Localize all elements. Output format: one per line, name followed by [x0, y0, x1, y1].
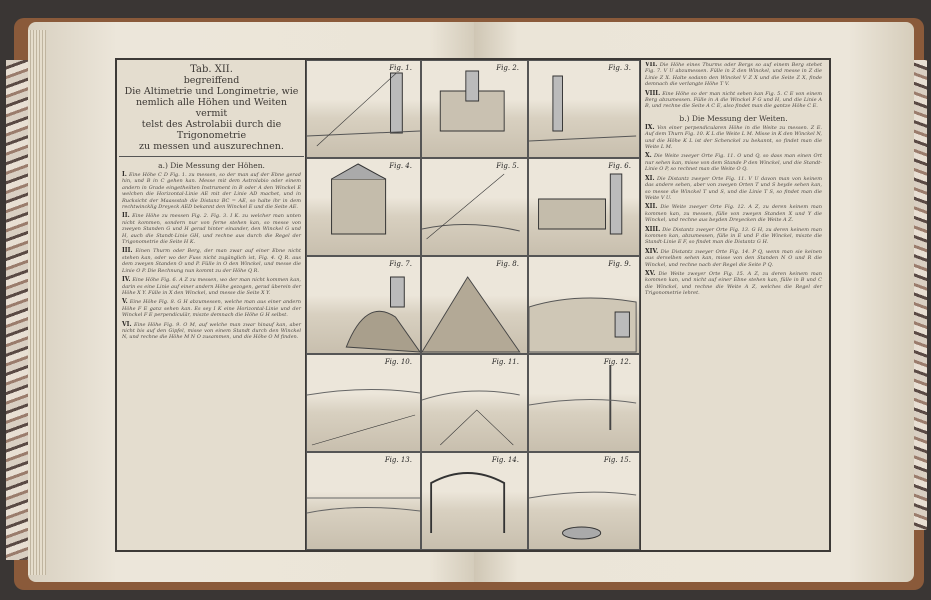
figure-label: Fig. 2. — [496, 64, 519, 72]
figure-label: Fig. 6. — [608, 162, 631, 170]
plate-title — [119, 62, 304, 157]
paragraph-number: VIII. — [645, 89, 661, 97]
paragraph-number: IX. — [645, 123, 655, 131]
title-line: zu messen und auszurechnen. — [139, 141, 284, 152]
engraving-illustration — [422, 159, 527, 255]
paragraph-number: XIV. — [645, 247, 659, 255]
engraving-illustration — [422, 453, 527, 549]
figure-label: Fig. 8. — [496, 260, 519, 268]
paragraph-number: VI. — [122, 320, 132, 328]
figure-12 — [528, 354, 640, 452]
marbled-endpaper-left — [6, 60, 28, 560]
engraving-illustration — [422, 257, 527, 353]
engraving-illustration — [307, 355, 420, 451]
figure-3 — [528, 60, 640, 158]
figure-14 — [421, 452, 528, 550]
title-line: begreiffend — [183, 75, 240, 86]
paragraph-number: X. — [645, 152, 652, 160]
page-edges — [28, 30, 46, 575]
paragraph-number: V. — [122, 298, 128, 306]
paragraph-number: XII. — [645, 203, 658, 211]
right-text-column — [642, 62, 825, 548]
paragraph-number: IV. — [122, 276, 131, 284]
figure-label: Fig. 15. — [603, 456, 631, 464]
paragraph — [645, 271, 822, 297]
figure-9 — [528, 256, 640, 354]
engraved-plate — [115, 58, 831, 552]
figure-label: Fig. 7. — [389, 260, 412, 268]
figure-label: Fig. 4. — [389, 162, 412, 170]
engraving-illustration — [307, 61, 420, 157]
paragraph-text: Die Distantz zweyer Orte Fig. 11. V U davon man von keinem das andere sehen, aber von zweyen Orten T und S beyde sehen kan, so messe die Winckel T und S, und die Linie T S, so findet man die Weite V U. — [645, 175, 822, 201]
paragraph — [645, 249, 822, 268]
paragraph-number: XI. — [645, 174, 655, 182]
paragraph-text: Eine Höhe zu messen Fig. 2. Fig. 3. I K. zu welcher man unten nicht kommen, sondern nur von ferne stehen kan, so messe von zweyen Standen G und H gerad hinter einander, den Winckel G und H, auch die Standt-Linie GH, und rechne aus durch die Regel der Trigonometrie die Seite H K. — [122, 213, 302, 246]
paragraph — [645, 91, 822, 110]
paragraph-text: Von einer perpendicularen Höhe in die Weite zu messen. Z E. Auf dem Thurn Fig. 10. K L die Weite L M. Misse in K den Winckel N, und die Höhe K L ist der Schenckel zu bekannt, so findet man die Weite L M. — [645, 124, 822, 151]
title-line: telst des Astrolabii durch die Trigonometrie — [141, 119, 282, 141]
figure-2 — [421, 60, 528, 158]
section-heading-distances: b.) Die Messung der Weiten. — [679, 113, 788, 123]
figure-10 — [306, 354, 421, 452]
figure-13 — [306, 452, 421, 550]
section-heading-heights: a.) Die Messung der Höhen. — [158, 161, 265, 170]
paragraph-number: XV. — [645, 269, 656, 277]
figure-label: Fig. 3. — [608, 64, 631, 72]
paragraph-number: XIII. — [645, 225, 661, 233]
figure-6 — [528, 158, 640, 256]
paragraph-number: VII. — [645, 62, 658, 68]
paragraph-text: Eine Höhe Fig. 8. G H abzumessen, welche man aus einer andern Höhe F E ganz sehen kan. Es sey I K eine Horizontal-Linie und der Winckel F E perpendiculär, miszte demnach die Höhe G H selbst. — [122, 299, 301, 319]
engraving-illustration — [422, 61, 527, 157]
paragraph-text: Eine Höhe Fig. 6. A Z zu messen, wo der man nicht kommen kan, darin es eine Linie auf einer andern Höhe gezogen, gerad überein der Höhe X Y. Fülle in X den Winckel, und messe die Seite X Y. — [122, 277, 302, 296]
engraving-illustration — [307, 159, 420, 255]
paragraph — [645, 62, 822, 88]
figure-8 — [421, 256, 528, 354]
figure-label: Fig. 13. — [384, 456, 412, 464]
figure-label: Fig. 10. — [384, 358, 412, 366]
engraving-illustration — [307, 453, 420, 549]
figure-label: Fig. 14. — [491, 456, 519, 464]
left-text-column — [119, 62, 304, 548]
figure-label: Fig. 1. — [389, 64, 412, 72]
title-line: nemlich alle Höhen und Weiten vermit — [135, 97, 288, 119]
paragraph-number: III. — [122, 247, 133, 255]
paragraph — [645, 176, 822, 202]
paragraph — [122, 299, 301, 318]
engraving-illustration — [529, 257, 639, 353]
figure-11 — [421, 354, 528, 452]
paragraph-text: Eine Höhe Fig. 9. O M, auf welche man zwar hinauf kan, aber nicht bis auf den Gipfel, misse von einem Standt durch den Winckel N, und rechne die Höhe M N O zusammen, und die Höhe O M finden. — [122, 321, 301, 341]
paragraph-text: Die Weite zweyer Orte Fig. 11. O und Q, so dass man einen Ort nur sehen kan, misse von dem Stande P den Winckel, und die Standt-Linie O P, so rechnet man die Weite O Q. — [645, 153, 822, 173]
engraving-illustration — [529, 355, 639, 451]
paragraph — [645, 227, 822, 246]
paragraph — [122, 248, 301, 274]
paragraph-text: Eine Höhe so der man nicht sehen kan Fig. 5. C E von einem Berg abzumessen. Fülle in A die Winckel F G und H, und die Linie A B, und rechne die Seite A C E, also findet man die gantze Höhe C E. — [645, 90, 822, 110]
paragraph-text: Die Weite zweyer Orte Fig. 12. A Z, zu deren keinem man kommen kan, zu messen, fülle von zweyen Standen X und Y die Winckel, und rechne aus beyden Dreyecken die Weite A Z. — [645, 204, 822, 224]
paragraph-text: Eine Höhe C D Fig. 1. zu messen, so der man auf der Ebne gerad hin, und B in C gehen kan. Messe mit dem Astrolabio oder einem andern in Grade eingetheilten Instrument in B oder A den Winckel E welchen die Horizontal-Linie AE mit der Linie AD machet, und in Rucksicht der Maassstab die Distanz BC = AE, so halte ihr in dem rechtwincklig Dreyeck AED bekannt den Winckel E und die Seite AE. — [122, 172, 301, 211]
figure-1 — [306, 60, 421, 158]
paragraph — [645, 204, 822, 223]
paragraph-number: II. — [122, 212, 130, 220]
paragraph — [122, 277, 301, 296]
paragraph-text: Die Höhe eines Thurms oder Bergs so auf einem Berg stehet Fig. 7. V U abzumessen. Fülle in Z den Winckel, und messe in Z die Linie Z X. Halte sodann den Winckel V Z X und die Seite Z X, finde demnach die verlangte Höhe T V. — [645, 62, 822, 88]
title-line: Die Altimetrie und Longimetrie, wie — [124, 86, 299, 97]
paragraph-text: Die Distantz zweyer Orte Fig. 14. P Q, wenn man sie keinen aus derselben sehen kan, misse von den Standen N O und R die Winckel, und rechne nach der Regel die Seite P Q. — [645, 248, 822, 268]
paragraph-text: Die Distantz zweyer Orte Fig. 13. G H, zu deren keinem man kommen kan, abzumessen, fülle in E und F die Winckel, miszte die Standt-Linie E F, so findet man die Distantz G H. — [645, 226, 822, 246]
paragraph-number: I. — [122, 171, 127, 178]
paragraph — [122, 172, 301, 210]
tab-number: Tab. XII. — [190, 64, 233, 75]
figure-label: Fig. 12. — [603, 358, 631, 366]
paragraph — [122, 213, 301, 245]
engraving-illustration — [529, 159, 639, 255]
figure-7 — [306, 256, 421, 354]
figure-label: Fig. 11. — [491, 358, 519, 366]
paragraph — [122, 322, 301, 341]
paragraph — [645, 125, 822, 151]
figure-15 — [528, 452, 640, 550]
figure-label: Fig. 5. — [496, 162, 519, 170]
figure-label: Fig. 9. — [608, 260, 631, 268]
engraving-illustration — [529, 61, 639, 157]
engraving-illustration — [307, 257, 420, 353]
paragraph — [645, 153, 822, 172]
paragraph-text: Einen Thurm oder Berg, der man zwar auf einer Ebne nicht stehen kan, oder wo der Fuss nicht zugänglich ist, Fig. 4. Q R. aus dem zweyen Standen O und P. Fülle in O den Winckel, und messe die Linie O P. Die Rechnung nun kommt zu der Höhe Q R. — [122, 248, 301, 274]
paragraph-text: Die Weite zweyer Orte Fig. 15. A Z, zu deren keinem man kommen kan, und nicht auf einer Ebne stehen kan, fülle in B und C die Winckel, und rechne die Weite A Z, welches die Regel der Trigonometrie lehret. — [645, 270, 822, 297]
engraving-illustration — [529, 453, 639, 549]
figure-grid — [305, 60, 641, 550]
engraving-illustration — [422, 355, 527, 451]
figure-5 — [421, 158, 528, 256]
figure-4 — [306, 158, 421, 256]
